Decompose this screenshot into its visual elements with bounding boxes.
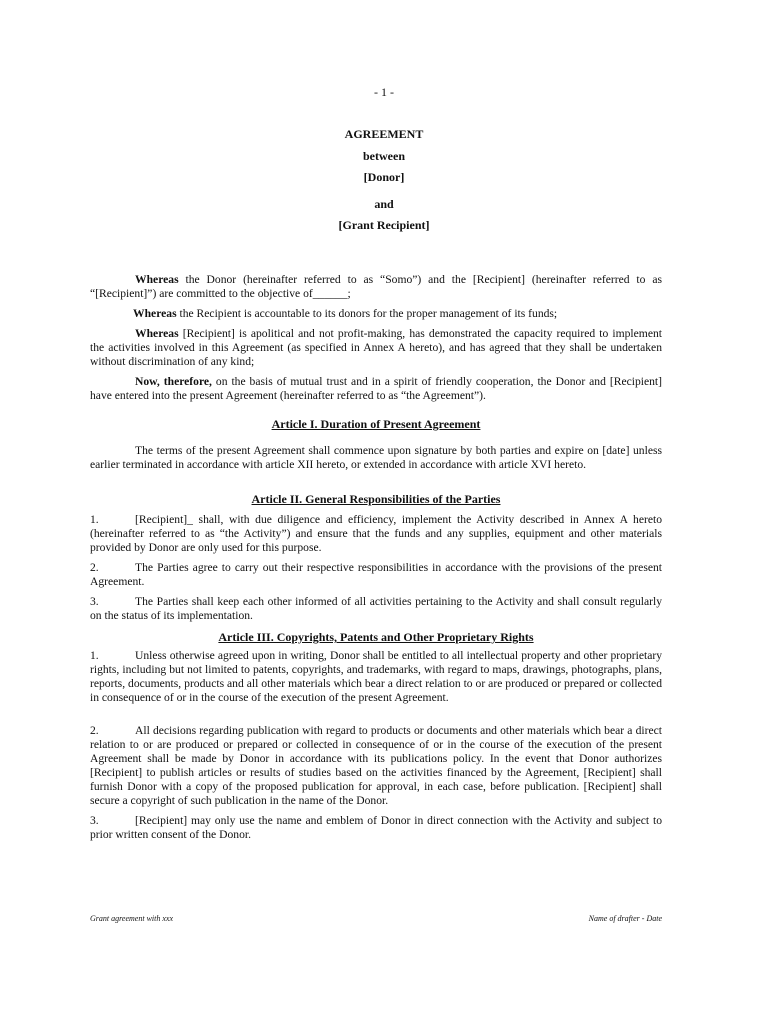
paragraph-number: 3. [90,814,99,827]
paragraph-number: 1. [90,649,99,662]
paragraph-number: 3. [90,595,99,608]
page-number: - 1 - [374,85,394,99]
preamble-text: the Donor (hereinafter referred to as “Somo”) and the [Recipient] (hereinafter referred to as “[Recipient]”) are committed to the objective of______; [90,273,662,300]
article-2-paragraph-2 [90,561,662,589]
preamble-paragraph-4 [90,375,662,403]
paragraph-text: The Parties shall keep each other informed of all activities pertaining to the Activity and shall consult regularly on the status of its implementation. [90,595,662,622]
paragraph-text: [Recipient]_ shall, with due diligence and efficiency, implement the Activity described in Annex A hereto (hereinafter referred to as “the Activity”) and ensure that the funds and any supplies, equipment and other materials provided by Donor are only used for this purpose. [90,513,662,554]
article-2-paragraph-3 [90,595,662,623]
title-recipient: [Grant Recipient] [338,218,430,232]
article-3-paragraph-1 [90,649,662,705]
article-2-paragraph-1 [90,513,662,555]
title-donor: [Donor] [363,170,405,184]
preamble-text: [Recipient] is apolitical and not profit-making, has demonstrated the capacity required to implement the activities involved in this Agreement (as specified in Annex A hereto), and has agreed that they shall be undertaken without discrimination of any kind; [90,327,662,368]
footer-left: Grant agreement with xxx [90,914,174,923]
title-and: and [374,197,394,211]
preamble-paragraph-1 [90,273,662,301]
preamble-lead: Whereas [133,307,177,320]
preamble-text: on the basis of mutual trust and in a spirit of friendly cooperation, the Donor and [Recipient] have entered into the present Agreement (hereinafter referred to as “the Agreement”). [90,375,662,402]
footer-right: Name of drafter - Date [588,914,662,923]
paragraph-number: 2. [90,561,99,574]
preamble-text: the Recipient is accountable to its donors for the proper management of its funds; [176,307,558,320]
article-3-heading: Article III. Copyrights, Patents and Other Proprietary Rights [218,630,534,644]
paragraph-text: The terms of the present Agreement shall commence upon signature by both parties and expire on [date] unless earlier terminated in accordance with article XII hereto, or extended in accordance with article XVI hereto. [90,444,662,471]
preamble-lead: Whereas [135,273,179,286]
article-1-paragraph [90,444,662,472]
preamble-paragraph-3 [90,327,662,369]
article-3-paragraph-2 [90,724,662,808]
paragraph-text: [Recipient] may only use the name and emblem of Donor in direct connection with the Activity and subject to prior written consent of the Donor. [90,814,662,841]
preamble-lead: Now, therefore, [135,375,212,388]
article-2-heading: Article II. General Responsibilities of the Parties [251,492,501,506]
paragraph-text: The Parties agree to carry out their respective responsibilities in accordance with the provisions of the present Agreement. [90,561,662,588]
title-between: between [363,149,405,163]
article-3-paragraph-3 [90,814,662,842]
paragraph-text: All decisions regarding publication with regard to products or documents and other materials which bear a direct relation to or are produced or prepared or collected in consequence of or in the course of the execution of the present Agreement shall be made by Donor in accordance with its publications policy. In the event that Donor authorizes [Recipient] to publish articles or results of studies based on the activities financed by the Agreement, [Recipient] shall furnish Donor with a copy of the proposed publication for approval, in each case, before publication. [Recipient] shall secure a copyright of such publication in the name of the Donor. [90,724,662,807]
preamble-lead: Whereas [135,327,179,340]
agreement-title: AGREEMENT [344,127,424,141]
article-1-heading: Article I. Duration of Present Agreement [271,417,481,431]
paragraph-number: 2. [90,724,99,737]
paragraph-number: 1. [90,513,99,526]
preamble-paragraph-2 [90,307,662,321]
paragraph-text: Unless otherwise agreed upon in writing, Donor shall be entitled to all intellectual property and other proprietary rights, including but not limited to patents, copyrights, and trademarks, with regard to maps, drawings, photographs, plans, reports, documents, products and all other materials which bear a direct relation to or are produced or prepared or collected in consequence of or in the course of the execution of the present Agreement. [90,649,662,704]
